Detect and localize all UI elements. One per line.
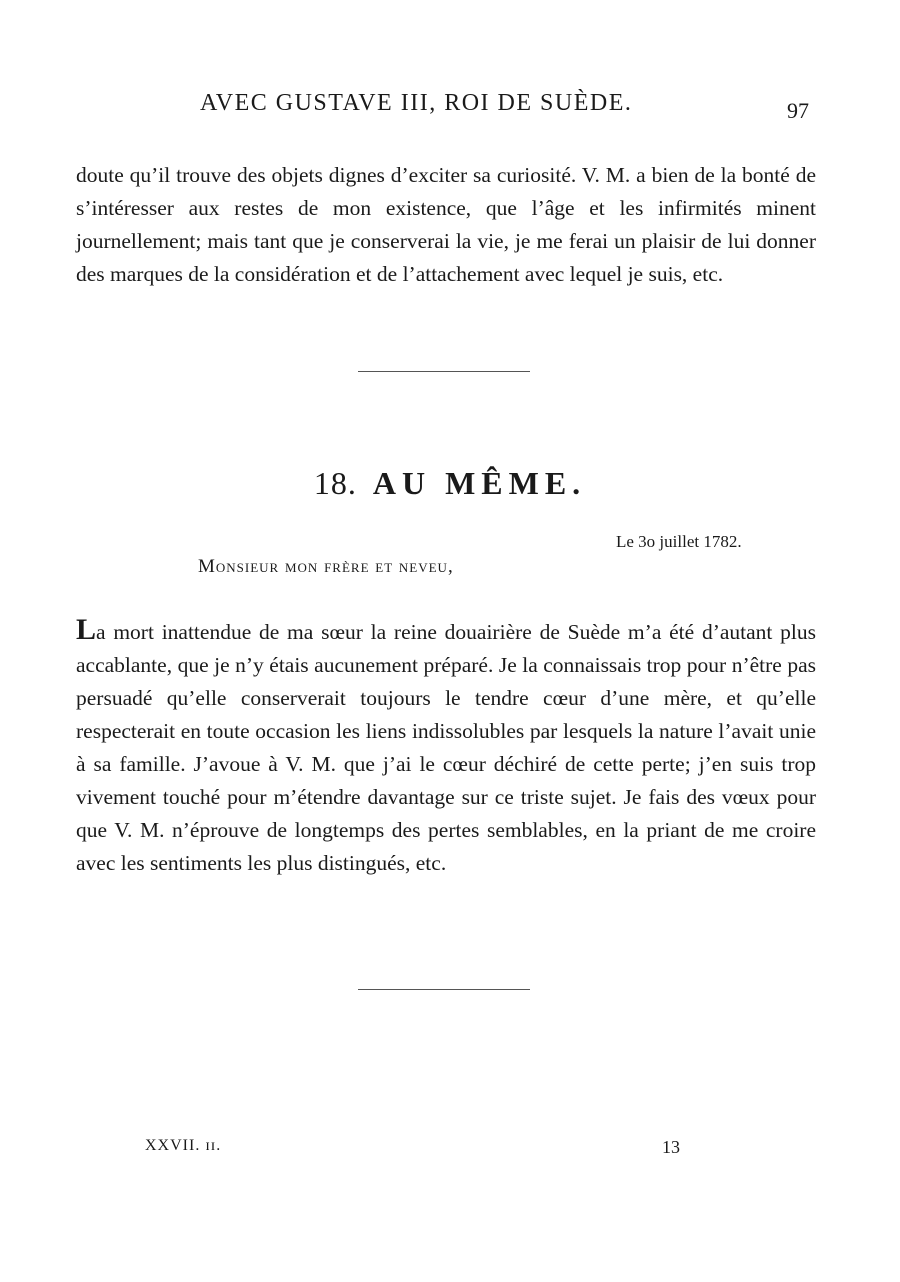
- letter-body: [76, 612, 816, 880]
- letter-date: Le 3o juillet 1782.: [616, 532, 742, 551]
- previous-letter-closing: doute qu’il trouve des objets dignes d’exciter sa curiosité. V. M. a bien de la bonté de s’intéresser aux restes de mon existence, que l’âge et les infirmités minent journellement; mais tant que je conserverai la vie, je me ferai un plaisir de lui donner des marques de la considération et de l’attachement avec lequel je suis, etc.: [76, 162, 816, 286]
- signature-mark: XXVII. ɪɪ.: [145, 1137, 222, 1154]
- letter-number: 18.: [313, 465, 357, 501]
- end-divider: [358, 989, 530, 990]
- running-head: AVEC GUSTAVE III, ROI DE SUÈDE.: [200, 90, 633, 116]
- drop-initial: L: [76, 612, 97, 646]
- letter-salutation: Monsieur mon frère et neveu,: [198, 556, 454, 577]
- letter-title: AU MÊME.: [372, 465, 587, 501]
- sheet-number: 13: [662, 1137, 680, 1157]
- letter-heading: [0, 465, 900, 502]
- page-number: 97: [787, 98, 809, 123]
- letter-body-text: a mort inattendue de ma sœur la reine douairière de Suède m’a été d’autant plus accablante, que je n’y étais aucunement préparé. Je la connaissais trop pour n’être pas persuadé qu’elle conserverait toujours le tendre cœur d’une mère, et qu’elle respecterait en toute occasion les liens indissolubles par lesquels la nature l’avait unie à sa famille. J’avoue à V. M. que j’ai le cœur déchiré de cette perte; j’en suis trop vivement touché pour m’étendre davantage sur ce triste sujet. Je fais des vœux pour que V. M. n’éprouve de longtemps des pertes semblables, en la priant de me croire avec les sentiments les plus distingués, etc.: [76, 619, 816, 875]
- section-divider: [358, 371, 530, 372]
